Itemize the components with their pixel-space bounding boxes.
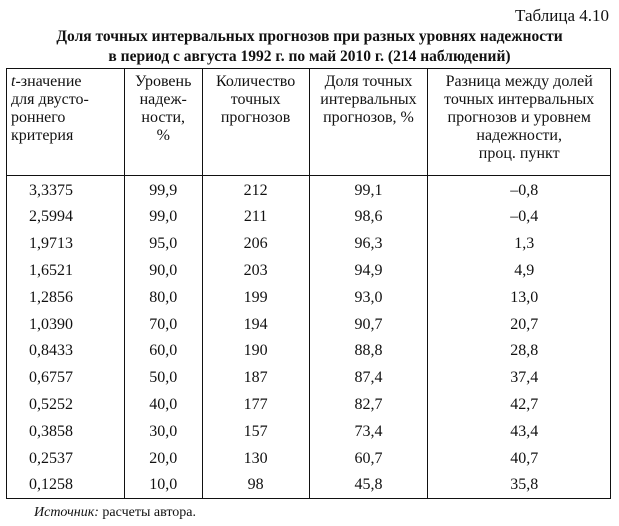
header-t-line2: для двусто- <box>11 91 89 108</box>
header-level-line4: % <box>156 127 170 144</box>
table-row <box>7 311 611 338</box>
header-diff-line4: надежности, <box>476 127 562 144</box>
header-level-line2: надеж- <box>139 91 187 108</box>
cell-difference: 13,0 <box>428 284 611 311</box>
header-share-line3: прогнозов, % <box>323 109 414 126</box>
data-table <box>6 68 611 499</box>
cell-count: 211 <box>202 204 309 231</box>
table-row <box>7 338 611 365</box>
cell-share: 45,8 <box>309 472 428 499</box>
source-label: Источник: <box>34 505 99 520</box>
header-accurate-count <box>202 69 309 176</box>
cell-level: 40,0 <box>124 392 202 419</box>
header-row <box>7 69 611 176</box>
header-count-line1: Количество <box>215 73 296 90</box>
cell-difference: 1,3 <box>428 231 611 258</box>
cell-share: 96,3 <box>309 231 428 258</box>
cell-difference: –0,8 <box>428 176 611 205</box>
table-row <box>7 365 611 392</box>
header-t-value <box>7 69 125 176</box>
cell-difference: 43,4 <box>428 418 611 445</box>
cell-difference: 40,7 <box>428 445 611 472</box>
cell-share: 99,1 <box>309 176 428 205</box>
header-confidence-level <box>124 69 202 176</box>
cell-t-value: 0,6757 <box>7 365 125 392</box>
cell-count: 203 <box>202 258 309 285</box>
cell-count: 199 <box>202 284 309 311</box>
cell-count: 157 <box>202 418 309 445</box>
table-row <box>7 176 611 205</box>
cell-share: 73,4 <box>309 418 428 445</box>
cell-t-value: 3,3375 <box>7 176 125 205</box>
header-difference <box>428 69 611 176</box>
header-level-line3: ности, <box>141 109 186 126</box>
header-count-line3: прогнозов <box>220 109 291 126</box>
cell-level: 10,0 <box>124 472 202 499</box>
cell-difference: 20,7 <box>428 311 611 338</box>
cell-t-value: 1,9713 <box>7 231 125 258</box>
header-t-line3: роннего <box>11 109 66 126</box>
header-t-symbol: t <box>11 73 16 90</box>
cell-level: 99,0 <box>124 204 202 231</box>
cell-count: 98 <box>202 472 309 499</box>
cell-t-value: 1,2856 <box>7 284 125 311</box>
cell-t-value: 0,2537 <box>7 445 125 472</box>
cell-share: 94,9 <box>309 258 428 285</box>
cell-share: 93,0 <box>309 284 428 311</box>
table-title-line-2: в период с августа 1992 г. по май 2010 г. (214 наблюдений) <box>108 48 511 65</box>
cell-count: 130 <box>202 445 309 472</box>
cell-difference: 4,9 <box>428 258 611 285</box>
header-diff-line1: Разница между долей <box>445 73 593 90</box>
cell-level: 70,0 <box>124 311 202 338</box>
cell-difference: –0,4 <box>428 204 611 231</box>
cell-difference: 28,8 <box>428 338 611 365</box>
table-row <box>7 258 611 285</box>
cell-t-value: 0,5252 <box>7 392 125 419</box>
table-row <box>7 231 611 258</box>
cell-count: 177 <box>202 392 309 419</box>
header-count-line2: точных <box>230 91 281 108</box>
header-share-line2: интервальных <box>320 91 417 108</box>
table-title <box>0 27 619 67</box>
header-t-line4: критерия <box>11 127 74 144</box>
table-number-label: Таблица 4.10 <box>515 6 609 25</box>
cell-share: 90,7 <box>309 311 428 338</box>
header-level-line1: Уровень <box>135 73 192 90</box>
table-row <box>7 418 611 445</box>
cell-difference: 37,4 <box>428 365 611 392</box>
cell-level: 90,0 <box>124 258 202 285</box>
cell-level: 80,0 <box>124 284 202 311</box>
cell-level: 95,0 <box>124 231 202 258</box>
cell-t-value: 1,0390 <box>7 311 125 338</box>
header-diff-line2: точных интервальных <box>444 91 595 108</box>
table-row <box>7 204 611 231</box>
cell-difference: 35,8 <box>428 472 611 499</box>
header-accurate-share <box>309 69 428 176</box>
cell-t-value: 1,6521 <box>7 258 125 285</box>
cell-share: 98,6 <box>309 204 428 231</box>
cell-share: 88,8 <box>309 338 428 365</box>
cell-difference: 42,7 <box>428 392 611 419</box>
cell-level: 20,0 <box>124 445 202 472</box>
cell-count: 187 <box>202 365 309 392</box>
header-share-line1: Доля точных <box>324 73 413 90</box>
header-diff-line3: прогнозов и уровнем <box>447 109 591 126</box>
cell-share: 60,7 <box>309 445 428 472</box>
table-title-line-1: Доля точных интервальных прогнозов при разных уровнях надежности <box>56 28 563 45</box>
cell-level: 50,0 <box>124 365 202 392</box>
source-note <box>34 505 196 521</box>
table-row <box>7 472 611 499</box>
cell-share: 87,4 <box>309 365 428 392</box>
source-text: расчеты автора. <box>98 505 196 520</box>
cell-level: 60,0 <box>124 338 202 365</box>
cell-level: 30,0 <box>124 418 202 445</box>
cell-level: 99,9 <box>124 176 202 205</box>
cell-count: 212 <box>202 176 309 205</box>
cell-share: 82,7 <box>309 392 428 419</box>
cell-t-value: 2,5994 <box>7 204 125 231</box>
cell-t-value: 0,8433 <box>7 338 125 365</box>
cell-t-value: 0,3858 <box>7 418 125 445</box>
table-row <box>7 392 611 419</box>
cell-count: 206 <box>202 231 309 258</box>
table-row <box>7 284 611 311</box>
cell-count: 194 <box>202 311 309 338</box>
cell-t-value: 0,1258 <box>7 472 125 499</box>
header-diff-line5: проц. пункт <box>478 145 560 162</box>
cell-count: 190 <box>202 338 309 365</box>
header-t-rest: -значение <box>15 73 82 90</box>
table-row <box>7 445 611 472</box>
